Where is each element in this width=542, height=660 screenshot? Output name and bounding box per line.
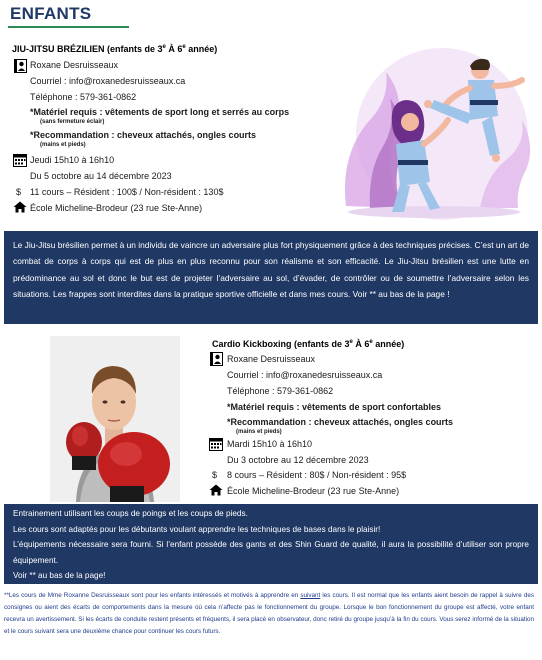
course1-price: 11 cours – Résident : 100$ / Non-résident : 130$ [30,187,224,197]
course1-schedule: Jeudi 15h10 à 16h10 [30,155,115,165]
course1-recommendation: *Recommandation : cheveux attachés, ongles courts [30,130,257,140]
course2-desc-line4: Voir ** au bas de la page! [13,571,106,580]
course2-desc-line3: L’équipements nécessaire sera fourni. Si l’enfant possède des gants et des Shin Guard de qualité, il aura la possibilité d’utiliser son propre équipement. [13,540,529,565]
course1-phone: Téléphone : 579-361-0862 [30,92,137,102]
course2-phone: Téléphone : 579-361-0862 [227,386,334,396]
course1-recommendation-note: (mains et pieds) [40,142,86,148]
dollar-icon: $ [212,470,218,480]
course2-recommendation: *Recommandation : cheveux attachés, ongles courts [227,417,454,427]
course1-email: Courriel : info@roxanedesruisseaux.ca [30,76,186,86]
course2-email: Courriel : info@roxanedesruisseaux.ca [227,370,383,380]
course1-description: Le Jiu-Jitsu brésilien permet à un individu de vaincre un adversaire plus fort physiquement grâce à des techniques précises. C’est un art de combat de corps à corps qui est de plus en plus reconnu pour son réalisme et son efficacité. Le Jiu-Jitsu brésilien est une lutte en prédominance au sol et donc le but est de projeter l’adversaire au sol, d’évader, de contrôler ou de soumettre l’adversaire selon les situations. Les frappes sont interdites dans la pratique sportive officielle et dans mes cours. Voir ** au bas de la page ! [13,240,529,299]
contact-card-icon [14,59,27,73]
course2-schedule: Mardi 15h10 à 16h10 [227,439,313,449]
calendar-icon [13,153,27,167]
course2-desc-line2: Les cours sont adaptés pour les débutants voulant apprendre les techniques de bases dans le plaisir! [13,524,381,534]
jiu-jitsu-illustration [330,36,538,222]
calendar-icon [209,437,223,451]
course2-material: *Matériel requis : vêtements de sport confortables [227,402,442,412]
course2-recommendation-note: (mains et pieds) [236,429,282,435]
course1-instructor: Roxane Desruisseaux [30,60,119,70]
course1-description-panel [4,231,538,324]
course2-location: École Micheline-Brodeur (23 rue Ste-Anne) [227,486,400,496]
contact-card-icon [210,352,223,366]
footnote: **Les cours de Mme Roxanne Desruisseaux sont pour les enfants intéressés et motivés à apprendre en suivant les cours. Il est normal que les enfants aient besoin de rappel à suivre des consignes ou aient des écarts de comportements dans la mesure où cela n’affecte pas le fonctionnement du groupe. Lorsque le bon fonctionnement du groupe est affecté, votre enfant recevra un avertissement. Si les écarts de conduite restent présents et fréquents, il sera placé en observateur, donc retiré du groupe jusqu’à la fin du cours. Vous serez informé de la situation et le cours suivant sera une deuxième chance pour continuer les cours futurs. [4,592,534,635]
footnote-link-suivant: suivant [300,592,321,599]
course2-instructor: Roxane Desruisseaux [227,354,316,364]
dollar-icon: $ [16,187,22,197]
page-title: ENFANTS [10,4,92,23]
home-icon [209,484,223,496]
course2-title: Cardio Kickboxing (enfants de 3e À 6e année) [212,339,405,349]
course1-dates: Du 5 octobre au 14 décembre 2023 [30,171,172,181]
course2-dates: Du 3 octobre au 12 décembre 2023 [227,455,369,465]
course2-desc-line1: Entrainement utilisant les coups de poings et les coups de pieds. [13,509,248,518]
kickboxing-photo [50,336,180,502]
home-icon [13,201,27,213]
course2-section [0,330,542,502]
course1-material: *Matériel requis : vêtements de sport long et serrés au corps [30,107,290,117]
course1-material-note: (sans fermeture éclair) [40,119,105,125]
course1-title: JIU-JITSU BRÉZILIEN (enfants de 3e À 6e année) [12,44,218,54]
course2-description-panel [4,504,538,584]
course1-location: École Micheline-Brodeur (23 rue Ste-Anne) [30,203,203,213]
course1-section [0,0,542,230]
course2-price: 8 cours – Résident : 80$ / Non-résident : 95$ [227,470,407,480]
